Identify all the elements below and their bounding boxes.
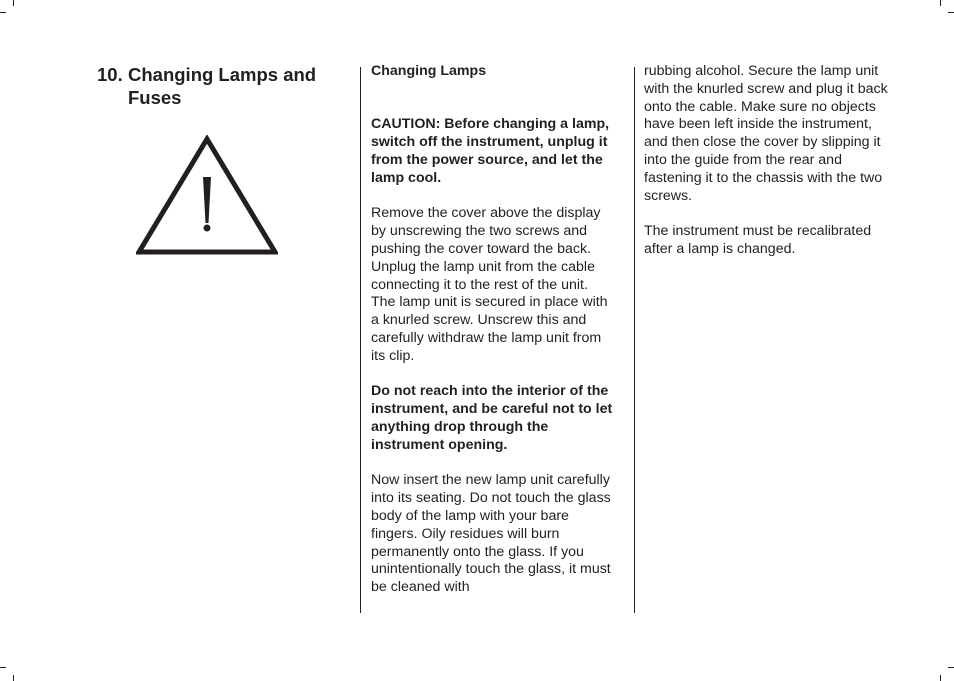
crop-mark	[948, 12, 954, 13]
crop-mark	[0, 667, 6, 668]
crop-mark	[13, 675, 14, 681]
paragraph: Now insert the new lamp unit carefully into its seating. Do not touch the glass body of the lamp with your bare fingers. Oily residues will burn permanently onto the glass. If you unintentionally touch the glass, it must be cleaned with	[371, 472, 611, 596]
text-column-1	[371, 63, 613, 615]
paragraph: The instrument must be recalibrated after a lamp is changed.	[644, 223, 872, 257]
crop-mark	[940, 0, 941, 6]
paragraph: rubbing alcohol. Secure the lamp unit with the knurled screw and plug it back onto the cable. Make sure no objects have been left inside the instrument, and then close the cover by slipping it into the guide from the rear and fastening it to the chassis with the two screws.	[644, 63, 888, 204]
crop-mark	[13, 0, 14, 6]
crop-mark	[0, 12, 6, 13]
warning-triangle-icon	[136, 135, 278, 257]
column-divider	[634, 67, 635, 613]
text-column-2	[644, 63, 890, 277]
section-number: 10.	[97, 64, 123, 85]
caution-text: CAUTION: Before changing a lamp, switch off the instrument, unplug it from the power source, and let the lamp cool.	[371, 116, 610, 186]
warning-text: Do not reach into the interior of the instrument, and be careful not to let anything drop through the instrument opening.	[371, 383, 613, 453]
paragraph: Remove the cover above the display by unscrewing the two screws and pushing the cover toward the back.	[371, 205, 601, 257]
column-divider	[360, 67, 361, 613]
section-title: Changing Lamps and Fuses	[128, 64, 317, 108]
paragraph: Unplug the lamp unit from the cable connecting it to the rest of the unit. The lamp unit is secured in place with a knurled screw. Unscrew this and carefully withdraw the lamp unit from its clip.	[371, 258, 608, 364]
subsection-title: Changing Lamps	[371, 63, 487, 79]
section-heading	[97, 63, 347, 109]
crop-mark	[948, 667, 954, 668]
crop-mark	[940, 675, 941, 681]
